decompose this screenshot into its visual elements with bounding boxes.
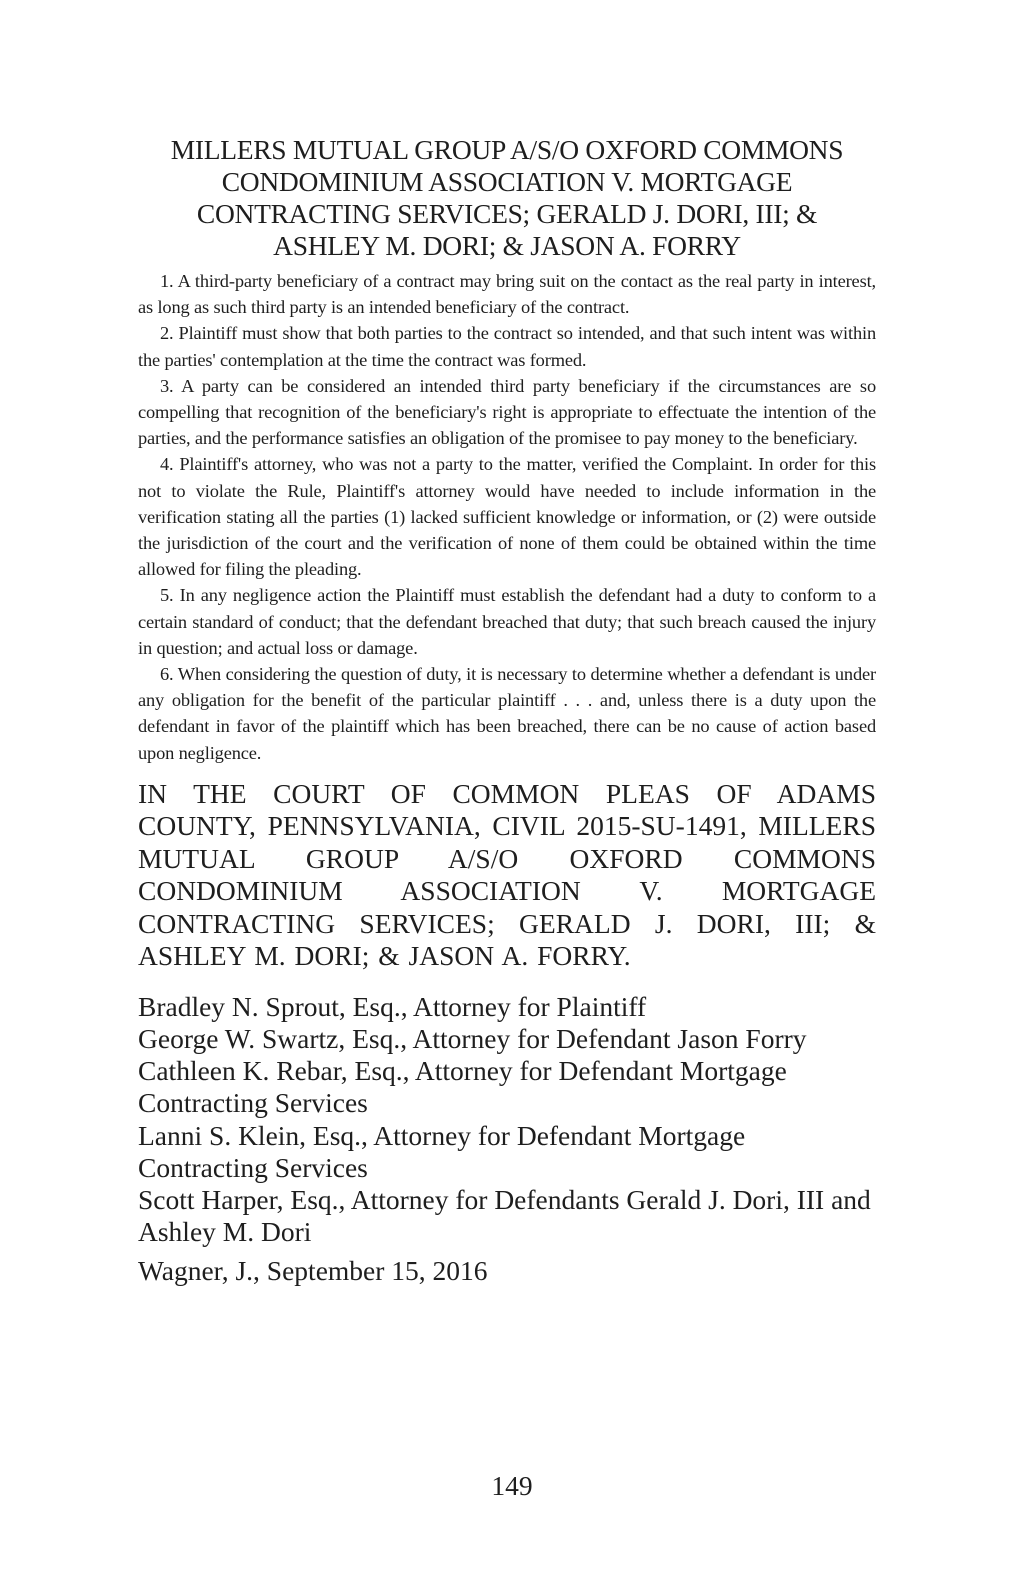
attorney-entry: Bradley N. Sprout, Esq., Attorney for Plaintiff	[138, 990, 647, 1022]
attorney-entry: Lanni S. Klein, Esq., Attorney for Defendant Mortgage Contracting Services	[138, 1119, 746, 1183]
headnote-3: 3. A party can be considered an intended third party beneficiary if the circumstances are so compelling that recognition of the beneficiary's right is appropriate to effectuate the intention of the parties, and the performance satisfies an obligation of the promisee to pay money to the beneficiary.	[138, 375, 876, 449]
document-page	[138, 134, 876, 1315]
attorney-list	[138, 991, 876, 1249]
page-number: 149	[491, 1470, 533, 1501]
attorney-entry: Cathleen K. Rebar, Esq., Attorney for Defendant Mortgage Contracting Services	[138, 1055, 787, 1119]
case-title-line: CONDOMINIUM ASSOCIATION V. MORTGAGE	[221, 166, 793, 197]
case-title-line: ASHLEY M. DORI; & JASON A. FORRY	[273, 230, 741, 261]
headnote-6: 6. When considering the question of duty, it is necessary to determine whether a defendant is under any obligation for the benefit of the particular plaintiff . . . and, unless there is a duty upon the defendant in favor of the plaintiff which has been breached, there can be no cause of action based upon negligence.	[138, 664, 876, 763]
case-title	[138, 134, 876, 262]
headnotes	[138, 268, 876, 766]
headnote-4: 4. Plaintiff's attorney, who was not a party to the matter, verified the Complaint. In order for this not to violate the Rule, Plaintiff's attorney would have needed to include information in the verification stating all the parties (1) lacked sufficient knowledge or information, or (2) were outside the jurisdiction of the court and the verification of none of them could be obtained within the time allowed for filing the pleading.	[138, 454, 876, 580]
case-title-line: CONTRACTING SERVICES; GERALD J. DORI, III; &	[196, 198, 818, 229]
headnote-1: 1. A third-party beneficiary of a contract may bring suit on the contact as the real party in interest, as long as such third party is an intended beneficiary of the contract.	[138, 271, 876, 318]
case-title-line: MILLERS MUTUAL GROUP A/S/O OXFORD COMMONS	[170, 134, 844, 165]
attorney-entry: Scott Harper, Esq., Attorney for Defendants Gerald J. Dori, III and Ashley M. Dori	[138, 1184, 871, 1248]
headnote-2: 2. Plaintiff must show that both parties to the contract so intended, and that such intent was within the parties' contemplation at the time the contract was formed.	[138, 323, 876, 370]
court-caption: IN THE COURT OF COMMON PLEAS OF ADAMS COUNTY, PENNSYLVANIA, CIVIL 2015-SU-1491, MILLERS MUTUAL GROUP A/S/O OXFORD COMMONS CONDOMINIUM ASSOCIATION V. MORTGAGE CONTRACTING SERVICES; GERALD J. DORI, III; & ASHLEY M. DORI; & JASON A. FORRY.	[138, 777, 876, 972]
judge-line: Wagner, J., September 15, 2016	[138, 1255, 488, 1287]
attorney-entry: George W. Swartz, Esq., Attorney for Defendant Jason Forry	[138, 1023, 807, 1055]
headnote-5: 5. In any negligence action the Plaintiff must establish the defendant had a duty to conform to a certain standard of conduct; that the defendant breached that duty; that such breach caused the injury in question; and actual loss or damage.	[138, 585, 876, 658]
